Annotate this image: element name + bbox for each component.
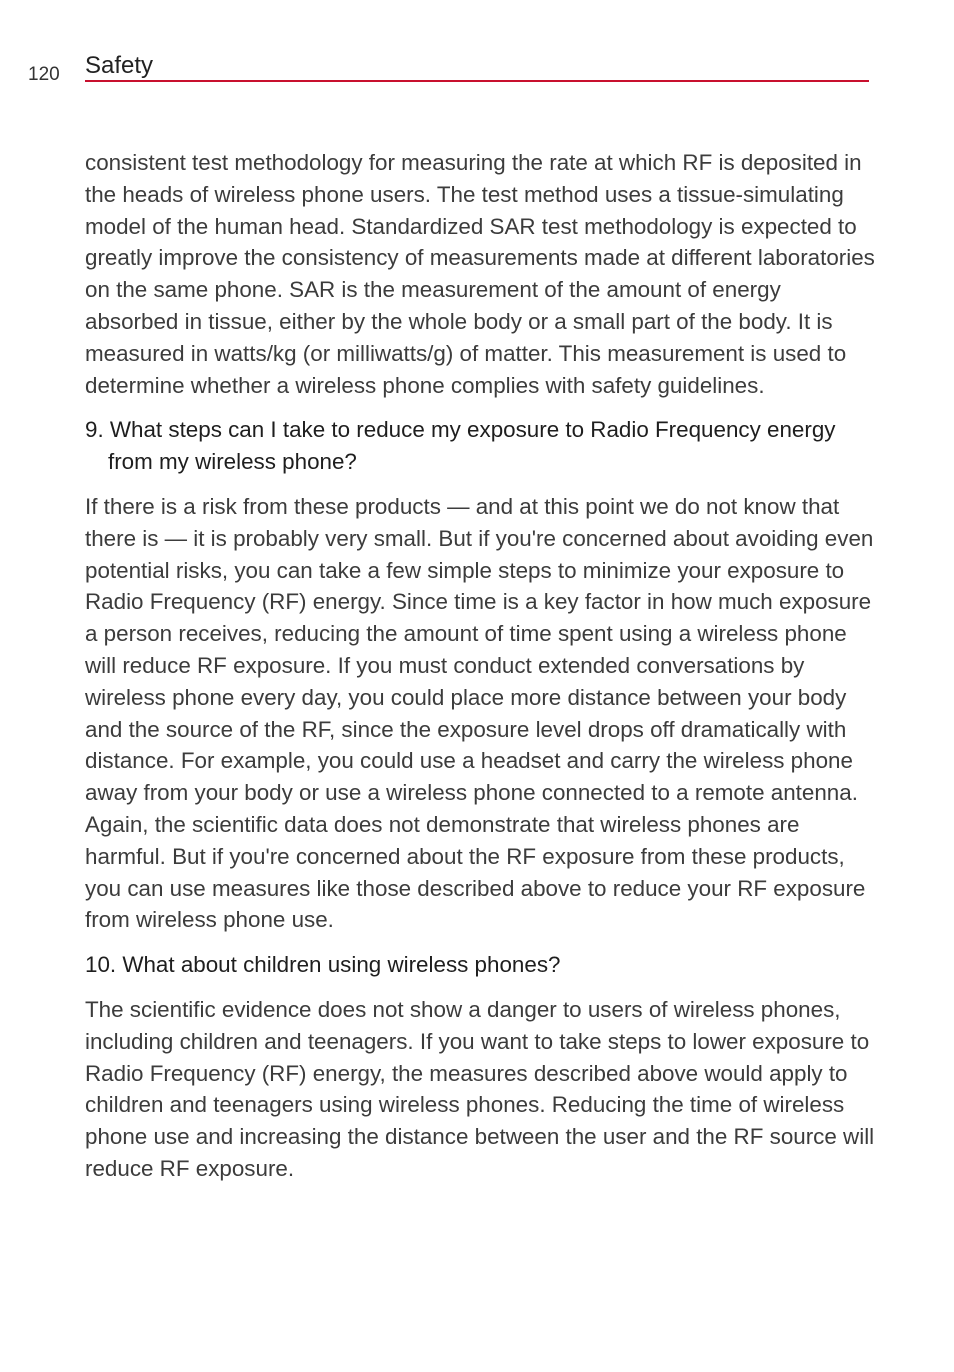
page-number: 120 bbox=[28, 64, 60, 85]
paragraph-sar-methodology: consistent test methodology for measuring the rate at which RF is deposited in the heads of wireless phone users. The test method uses a tissue-simulating model of the human head. Standardized SAR test methodology is expected to greatly improve the consistency of measurements made at different laboratories on the same phone. SAR is the measurement of the amount of energy absorbed in tissue, either by the whole body or a small part of the body. It is measured in watts/kg (or milliwatts/g) of matter. This measurement is used to determine whether a wireless phone complies with safety guidelines. bbox=[85, 150, 875, 398]
page-header bbox=[28, 52, 869, 84]
header-divider bbox=[85, 80, 869, 82]
paragraph-reduce-exposure: If there is a risk from these products — and at this point we do not know that there is — it is probably very small. But if you're concerned about avoiding even potential risks, you can take a few simple steps to minimize your exposure to Radio Frequency (RF) energy. Since time is a key factor in how much exposure a person receives, reducing the amount of time spent using a wireless phone will reduce RF exposure. If you must conduct extended conversations by wireless phone every day, you could place more distance between your body and the source of the RF, since the exposure level drops off dramatically with distance. For example, you could use a headset and carry the wireless phone away from your body or use a wireless phone connected to a remote antenna. Again, the scientific data does not demonstrate that wireless phones are harmful. But if you're concerned about the RF exposure from these products, you can use measures like those described above to reduce your RF exposure from wireless phone use. bbox=[85, 493, 874, 933]
paragraph-children: The scientific evidence does not show a danger to users of wireless phones, including children and teenagers. If you want to take steps to lower exposure to Radio Frequency (RF) energy, the measures described above would apply to children and teenagers using wireless phones. Reducing the time of wireless phone use and increasing the distance between the user and the RF source will reduce RF exposure. bbox=[85, 996, 875, 1181]
question-9-heading: 9. What steps can I take to reduce my exposure to Radio Frequency energy from my wireless phone? bbox=[85, 417, 836, 475]
body-content bbox=[85, 147, 875, 1198]
section-title: Safety bbox=[85, 52, 154, 79]
question-10-heading: 10. What about children using wireless phones? bbox=[85, 952, 561, 978]
